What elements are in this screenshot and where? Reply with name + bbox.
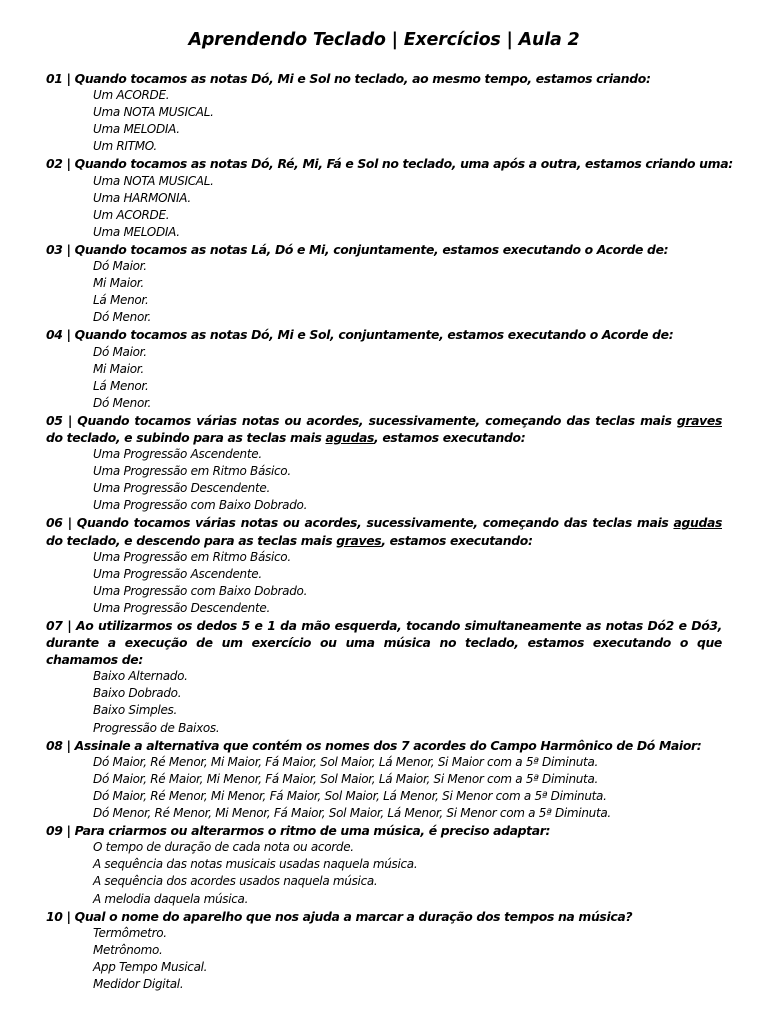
question-7: [46, 617, 722, 737]
option-item: A melodia daquela música.: [93, 891, 249, 906]
option-list: [46, 173, 722, 241]
question-text-part: , estamos executando:: [381, 532, 533, 548]
option-item: Mi Maior.: [93, 276, 144, 291]
option-item: Uma MELODIA.: [93, 122, 180, 137]
option-item: Dó Maior, Ré Menor, Mi Maior, Fá Maior, Sol Maior, Lá Menor, Si Maior com a 5ª Diminuta.: [93, 754, 599, 769]
option-list: [46, 549, 722, 617]
question-text: 09 | Para criarmos ou alterarmos o ritmo de uma música, é preciso adaptar:: [46, 823, 551, 839]
option-item: Dó Menor, Ré Menor, Mi Menor, Fá Maior, Sol Maior, Lá Menor, Si Menor com a 5ª Diminuta.: [93, 806, 611, 821]
question-3: [46, 241, 722, 326]
option-list: [46, 925, 722, 993]
option-item: Lá Menor.: [93, 293, 149, 308]
page-title: Aprendendo Teclado | Exercícios | Aula 2: [188, 30, 580, 50]
question-9: [46, 822, 722, 907]
option-list: [46, 839, 722, 907]
option-item: Dó Maior.: [93, 344, 147, 359]
option-item: Metrônomo.: [93, 942, 163, 957]
option-item: Uma Progressão em Ritmo Básico.: [93, 549, 291, 564]
option-item: Uma Progressão Descendente.: [93, 600, 270, 615]
option-item: Um ACORDE.: [93, 207, 170, 222]
option-list: [46, 258, 722, 326]
question-text: 03 | Quando tocamos as notas Lá, Dó e Mi, conjuntamente, estamos executando o Acorde de:: [46, 241, 669, 257]
question-10: [46, 908, 722, 993]
option-list: [46, 87, 722, 155]
option-list: [46, 668, 722, 736]
question-text: 07 | Ao utilizarmos os dedos 5 e 1 da mão esquerda, tocando simultaneamente as notas Dó2 e Dó3, durante a execução de um exercício ou uma música no teclado, estamos executando o que chamamos de:: [46, 618, 722, 668]
question-4: [46, 326, 722, 411]
option-item: Dó Maior.: [93, 259, 147, 274]
question-text-part: , estamos executando:: [374, 429, 526, 445]
option-item: Uma Progressão Ascendente.: [93, 447, 262, 462]
question-5: [46, 412, 722, 515]
option-item: Dó Menor.: [93, 395, 152, 410]
option-item: Uma Progressão Descendente.: [93, 481, 270, 496]
question-text-part: do teclado, e subindo para as teclas mais: [46, 429, 326, 445]
option-item: Baixo Dobrado.: [93, 686, 182, 701]
option-item: Dó Maior, Ré Maior, Mi Menor, Fá Maior, Sol Maior, Lá Maior, Si Menor com a 5ª Diminuta.: [93, 771, 599, 786]
question-text: 02 | Quando tocamos as notas Dó, Ré, Mi, Fá e Sol no teclado, uma após a outra, estamos criando uma:: [46, 156, 733, 172]
option-item: Um RITMO.: [93, 139, 157, 154]
question-text: 04 | Quando tocamos as notas Dó, Mi e Sol, conjuntamente, estamos executando o Acorde de:: [46, 327, 674, 343]
question-text: 08 | Assinale a alternativa que contém os nomes dos 7 acordes do Campo Harmônico de Dó Maior:: [46, 737, 702, 753]
option-item: Dó Menor.: [93, 310, 152, 325]
option-item: Uma Progressão com Baixo Dobrado.: [93, 498, 308, 513]
option-item: Um ACORDE.: [93, 88, 170, 103]
option-item: Lá Menor.: [93, 378, 149, 393]
option-item: A sequência das notas musicais usadas naquela música.: [93, 857, 418, 872]
option-item: Uma Progressão Ascendente.: [93, 566, 262, 581]
option-item: Dó Maior, Ré Menor, Mi Menor, Fá Maior, Sol Maior, Lá Menor, Si Menor com a 5ª Diminuta.: [93, 788, 607, 803]
question-6: [46, 514, 722, 617]
option-item: App Tempo Musical.: [93, 959, 208, 974]
option-item: Uma Progressão com Baixo Dobrado.: [93, 583, 308, 598]
question-text-part: 05 | Quando tocamos várias notas ou acordes, sucessivamente, começando das teclas mais: [46, 412, 677, 428]
option-item: Uma MELODIA.: [93, 224, 180, 239]
underlined-term: agudas: [673, 515, 722, 531]
option-item: Mi Maior.: [93, 361, 144, 376]
option-item: Termômetro.: [93, 925, 167, 940]
question-text-part: do teclado, e descendo para as teclas mais: [46, 532, 337, 548]
option-list: [46, 344, 722, 412]
question-text: 01 | Quando tocamos as notas Dó, Mi e Sol no teclado, ao mesmo tempo, estamos criando:: [46, 71, 651, 86]
option-list: [46, 446, 722, 514]
question-text: [46, 514, 722, 548]
question-text: [46, 412, 722, 446]
question-list: [46, 70, 733, 993]
question-text-part: 06 | Quando tocamos várias notas ou acordes, sucessivamente, começando das teclas mais: [46, 515, 674, 531]
underlined-term: agudas: [325, 429, 375, 445]
question-text: 10 | Qual o nome do aparelho que nos ajuda a marcar a duração dos tempos na música?: [46, 908, 633, 924]
option-item: A sequência dos acordes usados naquela música.: [93, 874, 378, 889]
option-item: O tempo de duração de cada nota ou acorde.: [93, 840, 354, 855]
question-1: [46, 70, 722, 155]
option-item: Uma Progressão em Ritmo Básico.: [93, 464, 291, 479]
option-item: Medidor Digital.: [93, 976, 184, 991]
question-8: [46, 737, 722, 822]
option-item: Uma HARMONIA.: [93, 190, 191, 205]
option-item: Baixo Alternado.: [93, 669, 188, 684]
option-item: Uma NOTA MUSICAL.: [93, 173, 214, 188]
underlined-term: graves: [336, 532, 382, 548]
option-item: Uma NOTA MUSICAL.: [93, 105, 214, 120]
question-2: [46, 155, 733, 240]
option-list: [46, 754, 722, 822]
underlined-term: graves: [676, 412, 722, 428]
option-item: Baixo Simples.: [93, 703, 178, 718]
option-item: Progressão de Baixos.: [93, 720, 220, 735]
